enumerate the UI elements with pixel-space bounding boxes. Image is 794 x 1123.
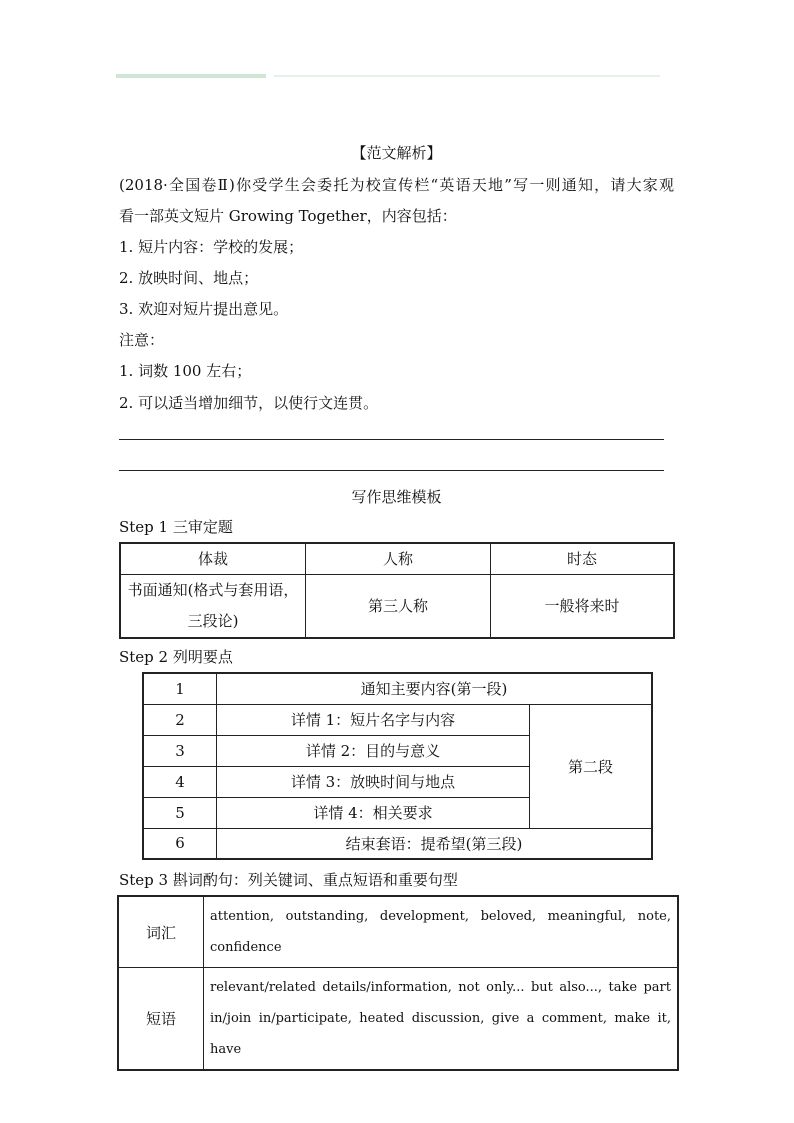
step2-text: 详情 3：放映时间与地点 <box>217 766 530 797</box>
step2-num: 2 <box>143 704 217 735</box>
section-heading: 【范文解析】 <box>351 144 442 162</box>
step3-content-phrases: relevant/related details/information, not only... but also..., take part in/join in/participate, heated discussion, give a comment, make it, have <box>204 968 679 1071</box>
step3-label-vocab: 词汇 <box>118 896 204 968</box>
header-bar-right <box>274 75 660 77</box>
step2-merged-cell: 第二段 <box>530 704 653 828</box>
step1-cell-person: 第三人称 <box>306 574 491 638</box>
step2-num: 1 <box>143 673 217 704</box>
step2-num: 4 <box>143 766 217 797</box>
prompt-point-1: 1. 短片内容：学校的发展； <box>119 238 304 256</box>
step2-text: 详情 4：相关要求 <box>217 797 530 828</box>
header-decoration <box>116 74 660 80</box>
note-1: 1. 词数 100 左右； <box>119 362 252 380</box>
note-2: 2. 可以适当增加细节，以使行文连贯。 <box>119 394 379 412</box>
answer-line-1 <box>119 439 664 440</box>
header-bar-left <box>116 74 266 78</box>
step2-text: 通知主要内容(第一段) <box>217 673 653 704</box>
note-label: 注意： <box>119 331 165 349</box>
step2-text: 详情 1：短片名字与内容 <box>217 704 530 735</box>
prompt-line-1: (2018·全国卷Ⅱ)你受学生会委托为校宣传栏“英语天地”写一则通知，请大家观 <box>119 176 674 194</box>
step1-header-tense: 时态 <box>491 543 675 574</box>
step3-title: Step 3 斟词酌句：列关键词、重点短语和重要句型 <box>119 871 458 889</box>
step2-num: 6 <box>143 828 217 859</box>
step2-table <box>142 672 653 860</box>
prompt-line-2: 看一部英文短片 Growing Together，内容包括： <box>119 207 457 225</box>
step3-content-vocab: attention, outstanding, development, beloved, meaningful, note, confidence <box>204 896 679 968</box>
answer-line-2 <box>119 470 664 471</box>
step1-header-genre: 体裁 <box>120 543 306 574</box>
step2-text: 详情 2：目的与意义 <box>217 735 530 766</box>
template-title: 写作思维模板 <box>351 488 442 506</box>
step3-label-phrases: 短语 <box>118 968 204 1071</box>
step2-text: 结束套语：提希望(第三段) <box>217 828 653 859</box>
step1-header-person: 人称 <box>306 543 491 574</box>
step1-title: Step 1 三审定题 <box>119 518 233 536</box>
step1-table <box>119 542 675 639</box>
step2-num: 5 <box>143 797 217 828</box>
step2-num: 3 <box>143 735 217 766</box>
prompt-point-2: 2. 放映时间、地点； <box>119 269 259 287</box>
step3-table <box>117 895 679 1071</box>
step2-title: Step 2 列明要点 <box>119 648 233 666</box>
step1-cell-genre: 书面通知(格式与套用语，三段论) <box>120 574 306 638</box>
prompt-point-3: 3. 欢迎对短片提出意见。 <box>119 300 289 318</box>
step1-cell-tense: 一般将来时 <box>491 574 675 638</box>
